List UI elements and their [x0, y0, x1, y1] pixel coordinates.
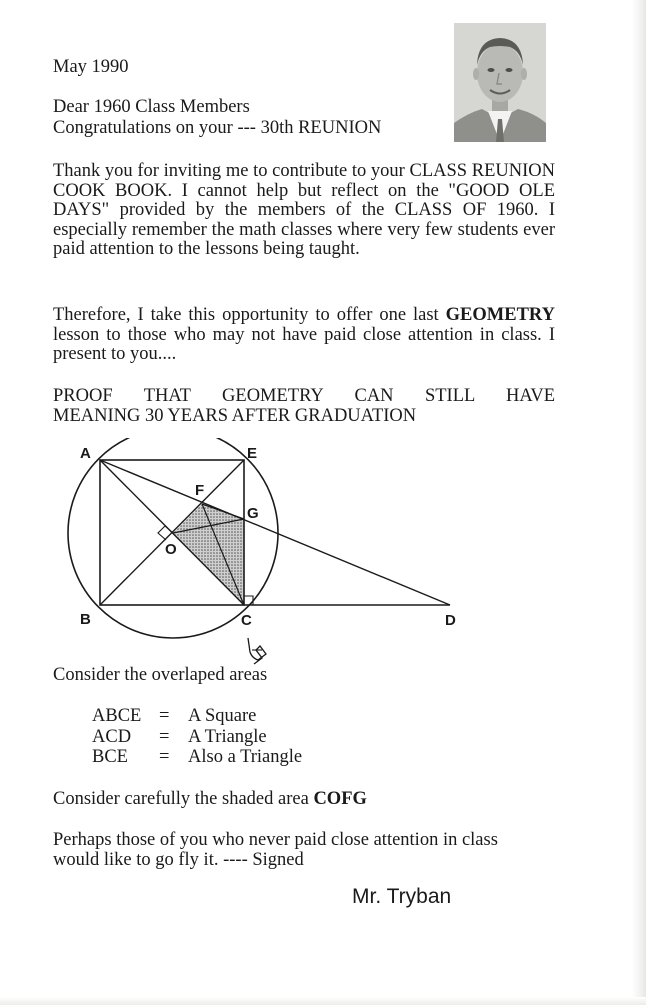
label-g: G — [247, 505, 259, 522]
closing-line1: Perhaps those of you who never paid close attention in class — [53, 830, 498, 850]
area-equals: = — [159, 727, 170, 747]
salutation: Dear 1960 Class Members — [53, 97, 250, 117]
area-equals: = — [159, 706, 170, 726]
area-name: ACD — [92, 727, 132, 747]
segment-ad — [100, 460, 450, 605]
shaded-area-bold: COFG — [313, 789, 367, 809]
signature-name: Mr. Tryban — [352, 885, 452, 908]
area-description: A Triangle — [188, 727, 267, 747]
consider-overlapped-line: Consider the overlaped areas — [53, 665, 268, 685]
paragraph-geometry-lesson — [53, 306, 555, 365]
area-description: A Square — [188, 706, 257, 726]
closing-line2: would like to go fly it. ---- Signed — [53, 850, 304, 870]
paragraph-geometry-after: lesson to those who may not have paid close attention in class. I present to you.... — [53, 324, 555, 364]
geometry-bold-word: GEOMETRY — [445, 305, 555, 325]
label-e: E — [247, 445, 258, 462]
label-a: A — [80, 445, 91, 462]
area-name: BCE — [92, 747, 128, 767]
shaded-area-text: Consider carefully the shaded area — [53, 789, 314, 809]
area-name: ABCE — [92, 706, 142, 726]
kite-doodle-icon — [244, 636, 272, 666]
geometry-diagram — [60, 438, 480, 660]
congratulations-line: Congratulations on your --- 30th REUNION — [53, 118, 382, 138]
paragraph-thank-you: Thank you for inviting me to contribute to your CLASS REUNION COOK BOOK. I cannot help but reflect on the "GOOD OLE DAYS" provided by the members of the CLASS OF 1960. I especially remember the math classes where very few students ever paid attention to the lessons being taught. — [53, 161, 555, 259]
proof-heading-line1: PROOF THAT GEOMETRY CAN STILL HAVE — [53, 386, 555, 406]
label-f: F — [195, 482, 205, 499]
area-equals: = — [159, 747, 170, 767]
label-b: B — [80, 611, 91, 628]
paragraph-geometry-before: Therefore, I take this opportunity to offer one last — [53, 305, 446, 325]
shaded-area-line — [53, 789, 367, 809]
label-c: C — [241, 612, 252, 629]
proof-heading-line2: MEANING 30 YEARS AFTER GRADUATION — [53, 406, 417, 426]
page-edge-right — [632, 0, 646, 1005]
label-o: O — [165, 541, 177, 558]
portrait-photo-icon — [454, 23, 546, 142]
label-d: D — [445, 612, 456, 629]
page-edge-bottom — [0, 997, 646, 1005]
letter-date: May 1990 — [53, 57, 129, 77]
area-description: Also a Triangle — [188, 747, 303, 767]
